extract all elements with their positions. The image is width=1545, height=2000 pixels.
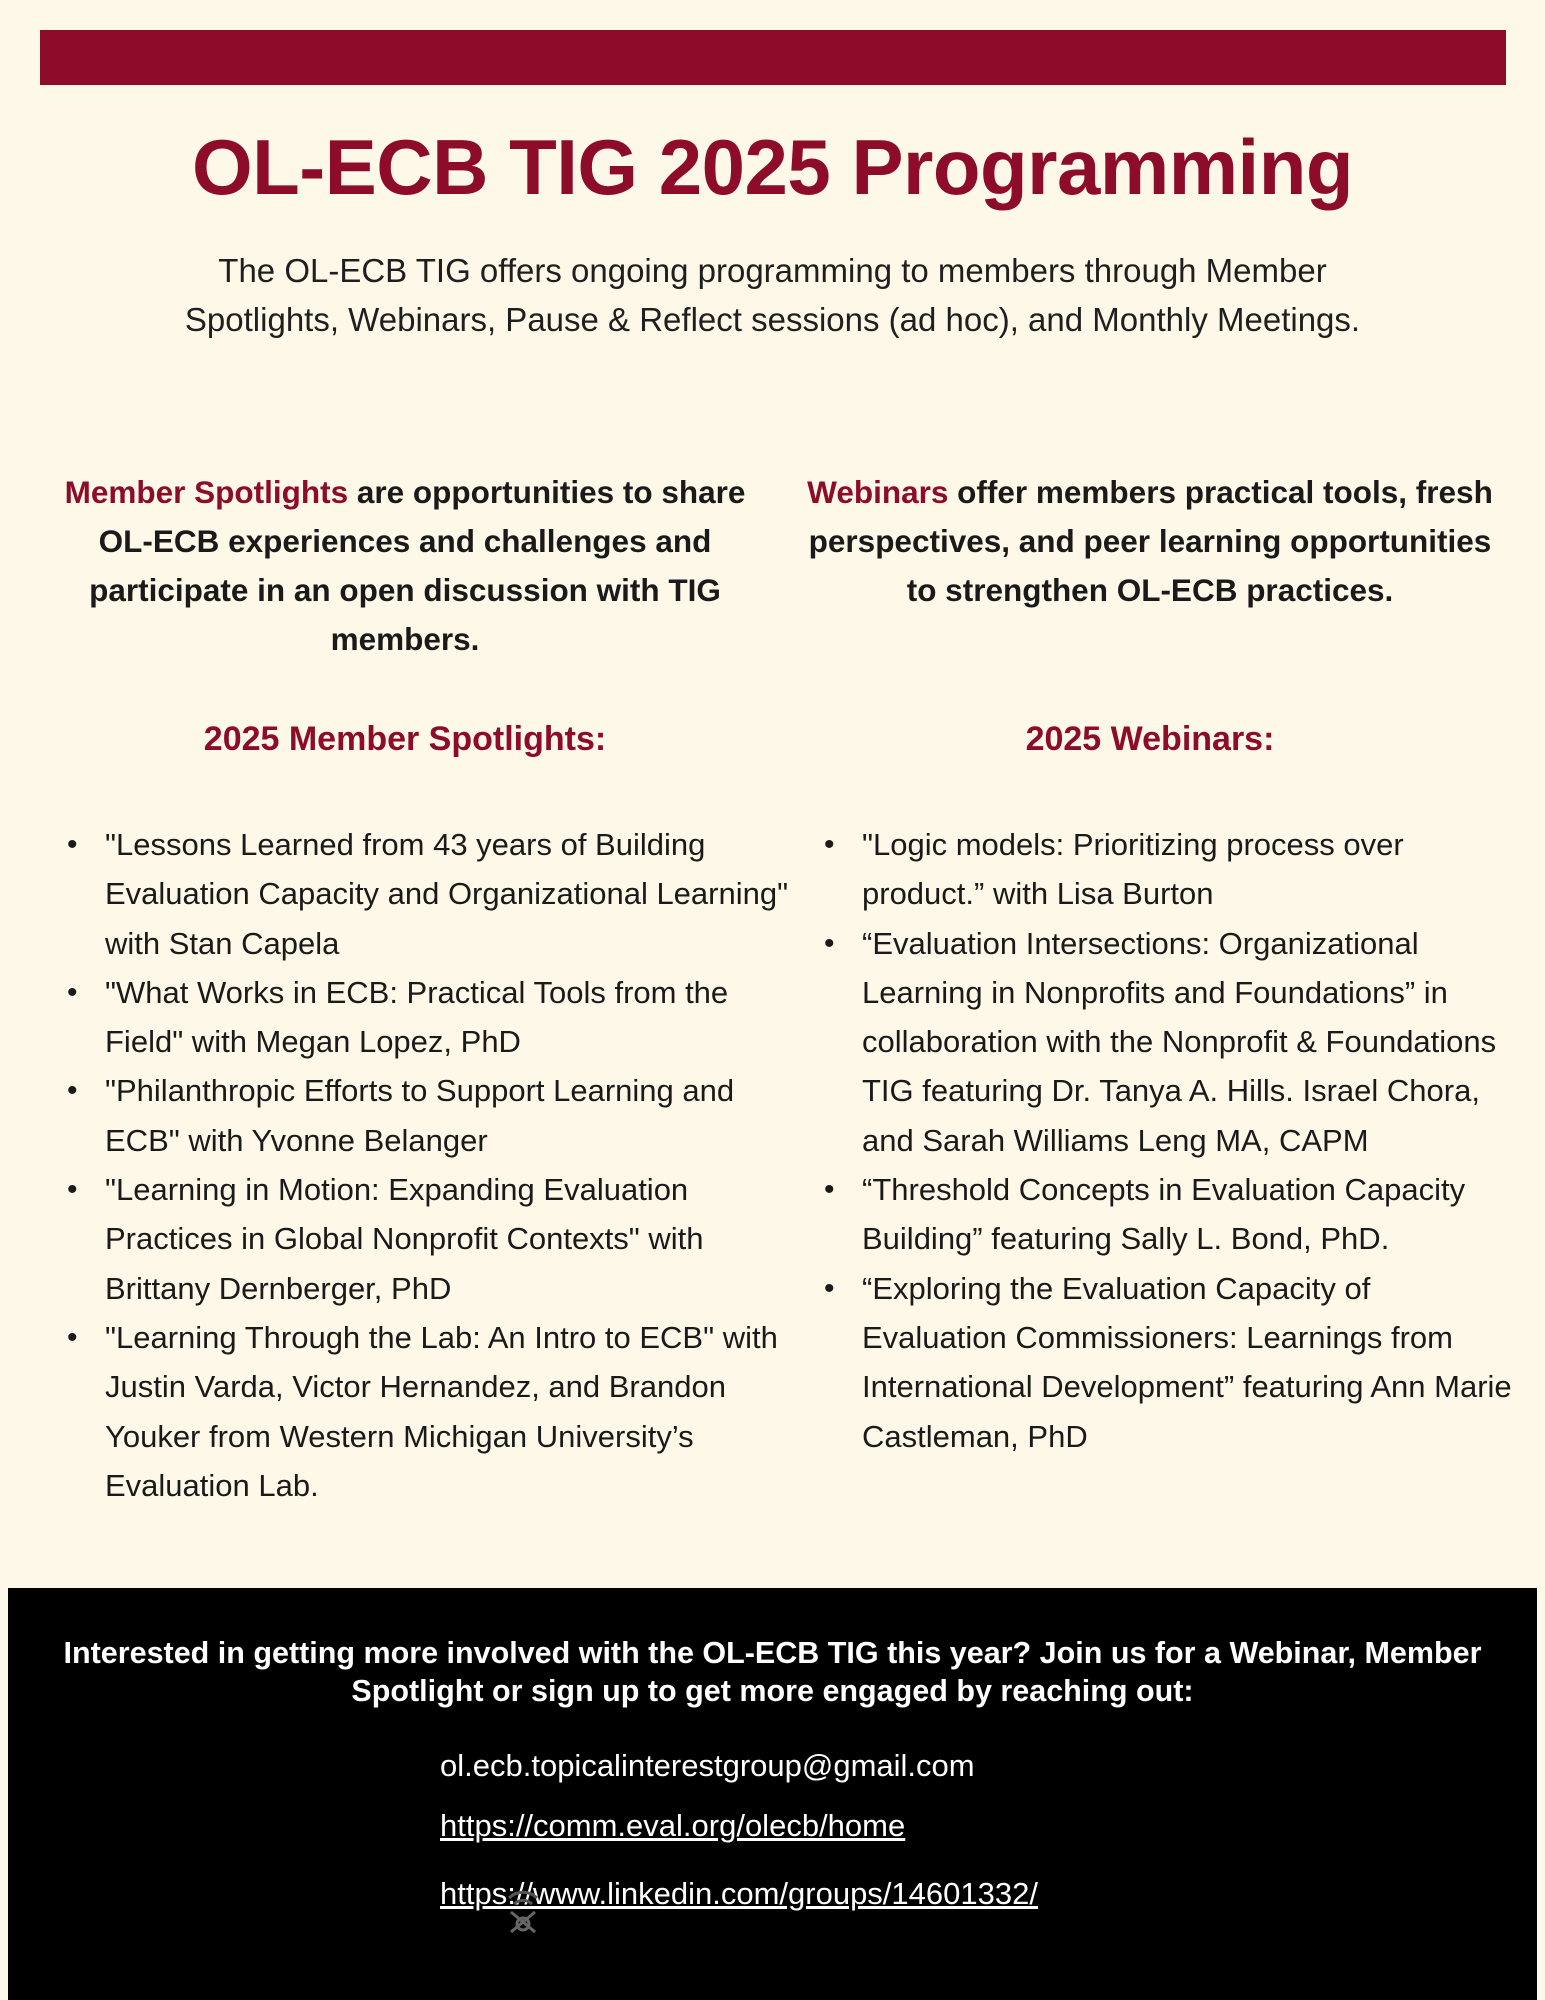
list-item: • "Logic models: Prioritizing process over product.” with Lisa Burton [862,820,1512,919]
top-banner-bar [40,30,1506,85]
spotlights-description [40,468,770,664]
list-item: • “Exploring the Evaluation Capacity of Evaluation Commissioners: Learnings from International Development” featuring Ann Marie Castleman, PhD [862,1264,1512,1461]
spotlights-heading: 2025 Member Spotlights: [203,720,607,758]
list-item: • "What Works in ECB: Practical Tools from the Field" with Megan Lopez, PhD [105,968,805,1067]
intro-paragraph: The OL-ECB TIG offers ongoing programming to members through Member Spotlights, Webinars, Pause & Reflect sessions (ad hoc), and Monthly Meetings. [184,252,1361,338]
contact-email[interactable]: ol.ecb.topicalinterestgroup@gmail.com [440,1748,975,1783]
spotlights-column [40,468,789,1503]
community-link[interactable]: https://comm.eval.org/olecb/home [440,1808,906,1843]
list-item: • “Evaluation Intersections: Organizational Learning in Nonprofits and Foundations” in collaboration with the Nonprofit & Foundations TIG featuring Dr. Tanya A. Hills. Israel Chora, and Sarah Williams Leng MA, CAPM [862,919,1512,1165]
spotlights-desc-text: are opportunities to share OL-ECB experiences and challenges and participate in an open discussion with TIG members. [89,474,746,657]
list-item: • “Threshold Concepts in Evaluation Capacity Building” featuring Sally L. Bond, PhD. [862,1165,1512,1264]
webinars-description [800,468,1500,615]
page-title: OL-ECB TIG 2025 Programming [191,123,1354,211]
list-item: • "Learning in Motion: Expanding Evaluation Practices in Global Nonprofit Contexts" with Brittany Dernberger, PhD [105,1165,805,1313]
webinars-column [800,468,1512,1454]
list-item: • "Learning Through the Lab: An Intro to ECB" with Justin Varda, Victor Hernandez, and Brandon Youker from Western Michigan University’s Evaluation Lab. [105,1313,805,1510]
list-item: • "Lessons Learned from 43 years of Building Evaluation Capacity and Organizational Learning" with Stan Capela [105,820,805,968]
footer-callout: Interested in getting more involved with the OL-ECB TIG this year? Join us for a Webinar, Member Spotlight or sign up to get more engaged by reaching out: [63,1636,1482,1708]
spotlights-list [105,820,805,1510]
wifi-icon [503,1888,543,1936]
list-item: • "Philanthropic Efforts to Support Learning and ECB" with Yvonne Belanger [105,1066,805,1165]
webinars-heading: 2025 Webinars: [1025,720,1275,758]
webinars-desc-text: offer members practical tools, fresh perspectives, and peer learning opportunities to strengthen OL-ECB practices. [808,474,1493,608]
webinars-desc-accent: Webinars [807,474,949,510]
linkedin-link[interactable]: https://www.linkedin.com/groups/14601332/ [440,1876,1038,1911]
webinars-list [862,820,1512,1461]
spotlights-desc-accent: Member Spotlights [64,474,349,510]
footer-panel [8,1588,1537,2000]
